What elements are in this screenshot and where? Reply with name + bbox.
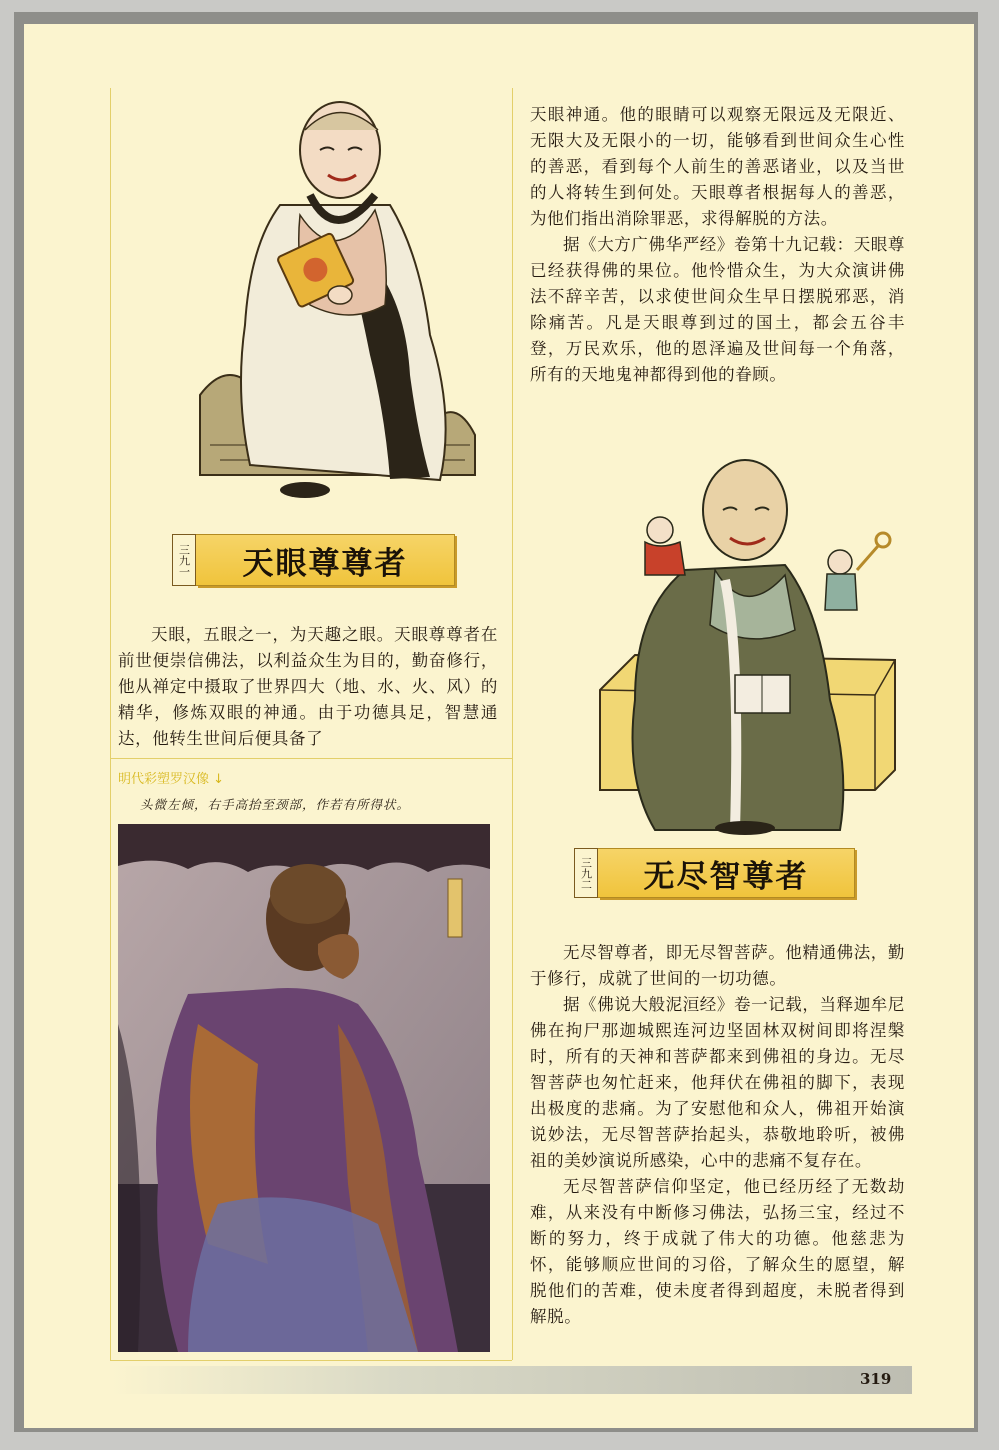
photo-caption-title: 明代彩塑罗汉像 ↓ bbox=[118, 772, 225, 787]
caption-rule bbox=[110, 758, 512, 759]
tianyan-body-text bbox=[118, 622, 498, 752]
tianyan-title: 天眼尊尊者 bbox=[196, 534, 455, 586]
wujinzhi-title: 无尽智尊者 bbox=[598, 848, 855, 898]
page-number: 319 bbox=[860, 1370, 892, 1388]
wujinzhi-arhat-illustration bbox=[595, 450, 905, 835]
footer-band bbox=[112, 1366, 912, 1394]
paragraph: 天眼神通。他的眼睛可以观察无限远及无限近、无限大及无限小的一切，能够看到世间众生心性的善恶，看到每个人前生的善恶诸业，以及当世的人将转生到何处。天眼尊者根据每人的善恶，为他们指出消除罪恶，求得解脱的方法。 bbox=[530, 105, 905, 228]
paragraph: 据《大方广佛华严经》卷第十九记载：天眼尊已经获得佛的果位。他怜惜众生，为大众演讲佛法不辞辛苦，以求使世间众生早日摆脱邪恶，消除痛苦。凡是天眼尊到过的国土，都会五谷丰登，万民欢乐，他的恩泽遍及世间每一个角落，所有的天地鬼神都得到他的眷顾。 bbox=[530, 235, 905, 384]
paragraph: 无尽智尊者，即无尽智菩萨。他精通佛法，勤于修行，成就了世间的一切功德。 bbox=[530, 943, 905, 988]
tianyan-arhat-illustration bbox=[190, 95, 480, 515]
paragraph: 无尽智菩萨信仰坚定，他已经历经了无数劫难，从来没有中断修习佛法，弘扬三宝，经过不断的努力，终于成就了伟大的功德。他慈悲为怀，能够顺应世间的习俗，了解众生的愿望，解脱他们的苦难，使未度者得到超度，未脱者得到解脱。 bbox=[530, 1177, 905, 1326]
ming-arhat-statue-photo bbox=[118, 824, 490, 1352]
tianyan-title-block bbox=[172, 534, 455, 586]
wujinzhi-body-text bbox=[530, 940, 905, 1330]
bottom-rule bbox=[110, 1360, 512, 1361]
tianyan-continued-text bbox=[530, 102, 905, 388]
column-rule-middle bbox=[512, 88, 513, 1360]
paragraph: 据《佛说大般泥洹经》卷一记载，当释迦牟尼佛在拘尸那迦城熙连河边坚固林双树间即将涅槃时，所有的天神和菩萨都来到佛祖的身边。无尽智菩萨也匆忙赶来，他拜伏在佛祖的脚下，表现出极度的悲痛。为了安慰他和众人，佛祖开始演说妙法，无尽智菩萨抬起头，恭敬地聆听，被佛祖的美妙演说所感染，心中的悲痛不复存在。 bbox=[530, 995, 905, 1170]
wujinzhi-title-block bbox=[574, 848, 855, 898]
column-rule-left bbox=[110, 88, 111, 1360]
paragraph: 天眼，五眼之一，为天趣之眼。天眼尊尊者在前世便崇信佛法，以利益众生为目的，勤奋修行，他从禅定中摄取了世界四大（地、水、火、风）的精华，修炼双眼的神通。由于功德具足，智慧通达，他转生世间后便具备了 bbox=[118, 625, 498, 748]
photo-caption-text: 头微左倾，右手高抬至颈部，作若有所得状。 bbox=[140, 797, 411, 812]
tianyan-number: 三九一 bbox=[172, 534, 196, 586]
wujinzhi-number: 三九二 bbox=[574, 848, 598, 898]
